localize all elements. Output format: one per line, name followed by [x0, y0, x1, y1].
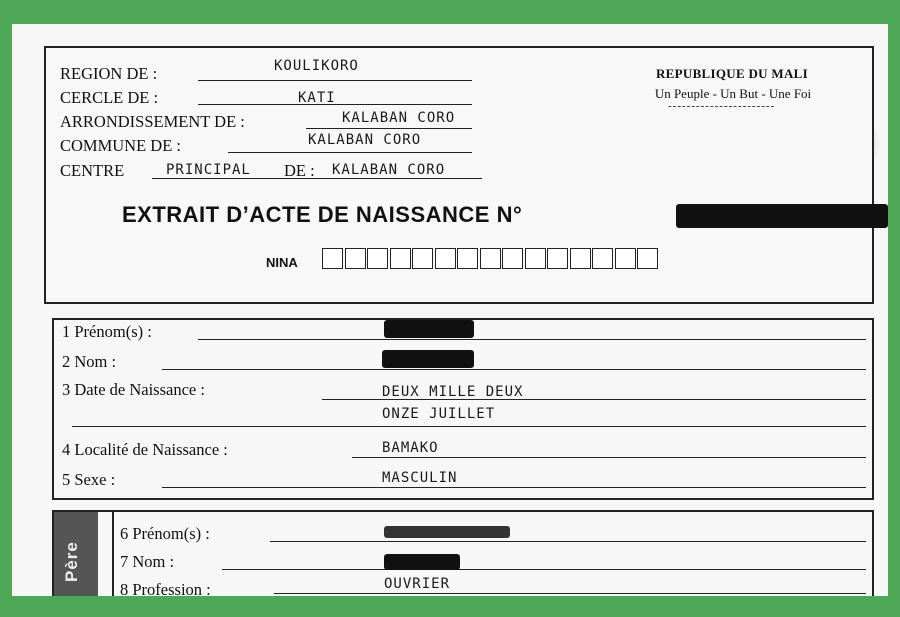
nina-cell [367, 248, 388, 269]
localite-label: 4 Localité de Naissance : [62, 440, 228, 459]
cercle-label: CERCLE DE : [60, 88, 159, 107]
nina-cell [390, 248, 411, 269]
sexe-value: MASCULIN [382, 470, 458, 486]
nina-cell [570, 248, 591, 269]
child-prenom-label: 1 Prénom(s) : [62, 322, 152, 341]
motto-underline: ----------------------- [668, 100, 776, 112]
arrondissement-label: ARRONDISSEMENT DE : [60, 112, 245, 131]
child-prenom-rule [198, 339, 866, 340]
father-tab-label: Père [62, 541, 81, 582]
localite-value: BAMAKO [382, 440, 439, 456]
nina-cell [322, 248, 343, 269]
centre-type-value: PRINCIPAL [166, 162, 251, 178]
nina-cell [345, 248, 366, 269]
localite-rule [352, 457, 866, 458]
father-fields-box [112, 510, 872, 596]
father-profession-label: 8 Profession : [120, 580, 211, 596]
republic-motto: Un Peuple - Un But - Une Foi [654, 86, 812, 101]
redacted-father-nom [384, 554, 460, 570]
father-prenom-rule [270, 541, 866, 542]
nina-cell [502, 248, 523, 269]
redacted-child-prenom [384, 320, 474, 338]
father-prenom-label: 6 Prénom(s) : [120, 524, 210, 543]
centre-rule [152, 178, 482, 179]
nina-cell [547, 248, 568, 269]
region-rule [198, 80, 472, 81]
redacted-father-prenom [384, 526, 510, 538]
nina-cell [480, 248, 501, 269]
nina-cell [637, 248, 658, 269]
date-label: 3 Date de Naissance : [62, 380, 205, 399]
redacted-child-nom [382, 350, 474, 368]
nina-cell [412, 248, 433, 269]
date-rule-1 [322, 399, 866, 400]
father-profession-rule [274, 593, 866, 594]
father-section-tab [54, 512, 98, 596]
birth-certificate-document [12, 24, 888, 596]
nina-label: NINA [266, 255, 298, 270]
redacted-certificate-number [676, 204, 888, 228]
child-nom-label: 2 Nom : [62, 352, 117, 371]
nina-grid [322, 248, 660, 269]
centre-label: CENTRE [60, 161, 125, 180]
document-title: EXTRAIT D’ACTE DE NAISSANCE N° [122, 202, 523, 227]
centre-value: KALABAN CORO [332, 162, 446, 178]
date-value-line2: ONZE JUILLET [382, 406, 496, 422]
nina-cell [525, 248, 546, 269]
father-nom-rule [222, 569, 866, 570]
arrondissement-rule [306, 128, 472, 129]
father-nom-label: 7 Nom : [120, 552, 175, 571]
arrondissement-value: KALABAN CORO [342, 110, 456, 126]
nina-cell [592, 248, 613, 269]
nina-cell [435, 248, 456, 269]
centre-de-label: DE : [284, 161, 315, 180]
child-nom-rule [162, 369, 866, 370]
date-rule-2 [72, 426, 866, 427]
commune-label: COMMUNE DE : [60, 136, 182, 155]
commune-rule [228, 152, 472, 153]
region-value: KOULIKORO [274, 58, 359, 74]
region-label: REGION DE : [60, 64, 158, 83]
date-value-line1: DEUX MILLE DEUX [382, 384, 524, 400]
father-profession-value: OUVRIER [384, 576, 451, 592]
cercle-value: KATI [298, 90, 336, 106]
sexe-label: 5 Sexe : [62, 470, 116, 489]
nina-cell [457, 248, 478, 269]
nina-cell [615, 248, 636, 269]
republic-name: REPUBLIQUE DU MALI [655, 66, 809, 81]
commune-value: KALABAN CORO [308, 132, 422, 148]
sexe-rule [162, 487, 866, 488]
